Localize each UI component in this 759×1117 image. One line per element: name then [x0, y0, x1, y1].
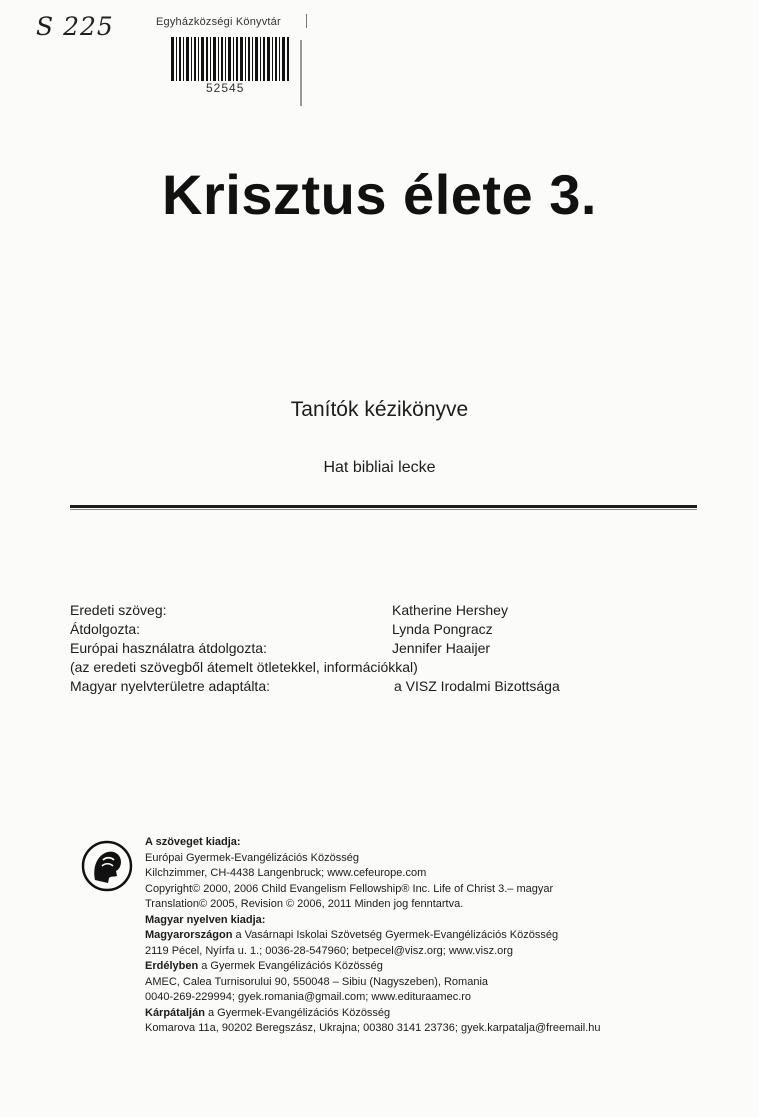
credit-role: Átdolgozta:	[70, 621, 141, 637]
credit-role: Eredeti szöveg:	[70, 602, 167, 618]
barcode-edge-mark	[300, 40, 302, 106]
credit-row	[70, 678, 630, 697]
hungary-publisher-line	[145, 928, 705, 944]
credit-row	[70, 602, 630, 621]
ukraine-org: a Gyermek-Evangélizációs Közösség	[204, 1006, 391, 1019]
romania-region: Erdélyben	[145, 960, 199, 972]
horizontal-rule	[70, 505, 697, 508]
hungary-org: a Vasárnapi Iskolai Szövetség Gyermek-Evangélizációs Közösség	[232, 929, 559, 941]
book-subtitle: Tanítók kézikönyve	[290, 398, 469, 421]
credit-role: Magyar nyelvterületre adaptálta:	[70, 678, 270, 694]
hungarian-publisher-heading: Magyar nyelven kiadja:	[145, 913, 266, 926]
divider-mark	[306, 14, 307, 28]
lessons-note: Hat bibliai lecke	[323, 459, 436, 476]
hungary-address: 2119 Pécel, Nyírfa u. 1.; 0036-28-547960; betpecel@visz.org; www.visz.org	[145, 944, 514, 957]
credits-block	[70, 602, 630, 697]
publisher-org: Európai Gyermek-Evangélizációs Közösség	[145, 851, 359, 864]
credit-name: Katherine Hershey	[392, 602, 508, 618]
copyright-line: Copyright© 2000, 2006 Child Evangelism Fellowship® Inc. Life of Christ 3.– magyar	[145, 882, 554, 895]
hungary-region: Magyarországon	[145, 929, 233, 941]
credit-name: a VISZ Irodalmi Bizottsága	[394, 678, 560, 694]
publisher-logo-icon	[81, 840, 133, 892]
translation-line: Translation© 2005, Revision © 2006, 2011 Minden jog fenntartva.	[145, 898, 464, 910]
credit-row	[70, 621, 630, 640]
romania-contact: 0040-269-229994; gyek.romania@gmail.com; www.edituraamec.ro	[145, 991, 472, 1003]
barcode-number: 52545	[206, 81, 245, 95]
credit-row	[70, 640, 630, 659]
book-title: Krisztus élete 3.	[162, 163, 597, 226]
romania-publisher-line	[145, 959, 705, 975]
barcode	[171, 37, 289, 81]
publisher-block	[145, 835, 705, 1037]
romania-org: a Gyermek Evangélizációs Közösség	[198, 960, 383, 972]
credit-note: (az eredeti szövegből átemelt ötletekkel, információkkal)	[70, 659, 418, 675]
ukraine-publisher-line	[145, 1006, 705, 1022]
library-label: Egyházközségi Könyvtár	[156, 16, 281, 28]
ukraine-address: Komarova 11a, 90202 Beregszász, Ukrajna; 00380 3141 23736; gyek.karpatalja@freemail.hu	[145, 1022, 601, 1034]
handwritten-code: S 225	[36, 12, 114, 41]
horizontal-rule-shadow	[70, 509, 697, 510]
romania-address: AMEC, Calea Turnisorului 90, 550048 – Sibiu (Nagyszeben), Romania	[145, 975, 489, 988]
publisher-address: Kilchzimmer, CH-4438 Langenbruck; www.cefeurope.com	[145, 867, 427, 879]
credit-name: Lynda Pongracz	[392, 621, 493, 637]
credit-row	[70, 659, 630, 678]
publisher-heading: A szöveget kiadja:	[145, 836, 241, 848]
credit-name: Jennifer Haaijer	[392, 640, 491, 656]
credit-role: Európai használatra átdolgozta:	[70, 640, 267, 656]
ukraine-region: Kárpátalján	[145, 1006, 205, 1019]
